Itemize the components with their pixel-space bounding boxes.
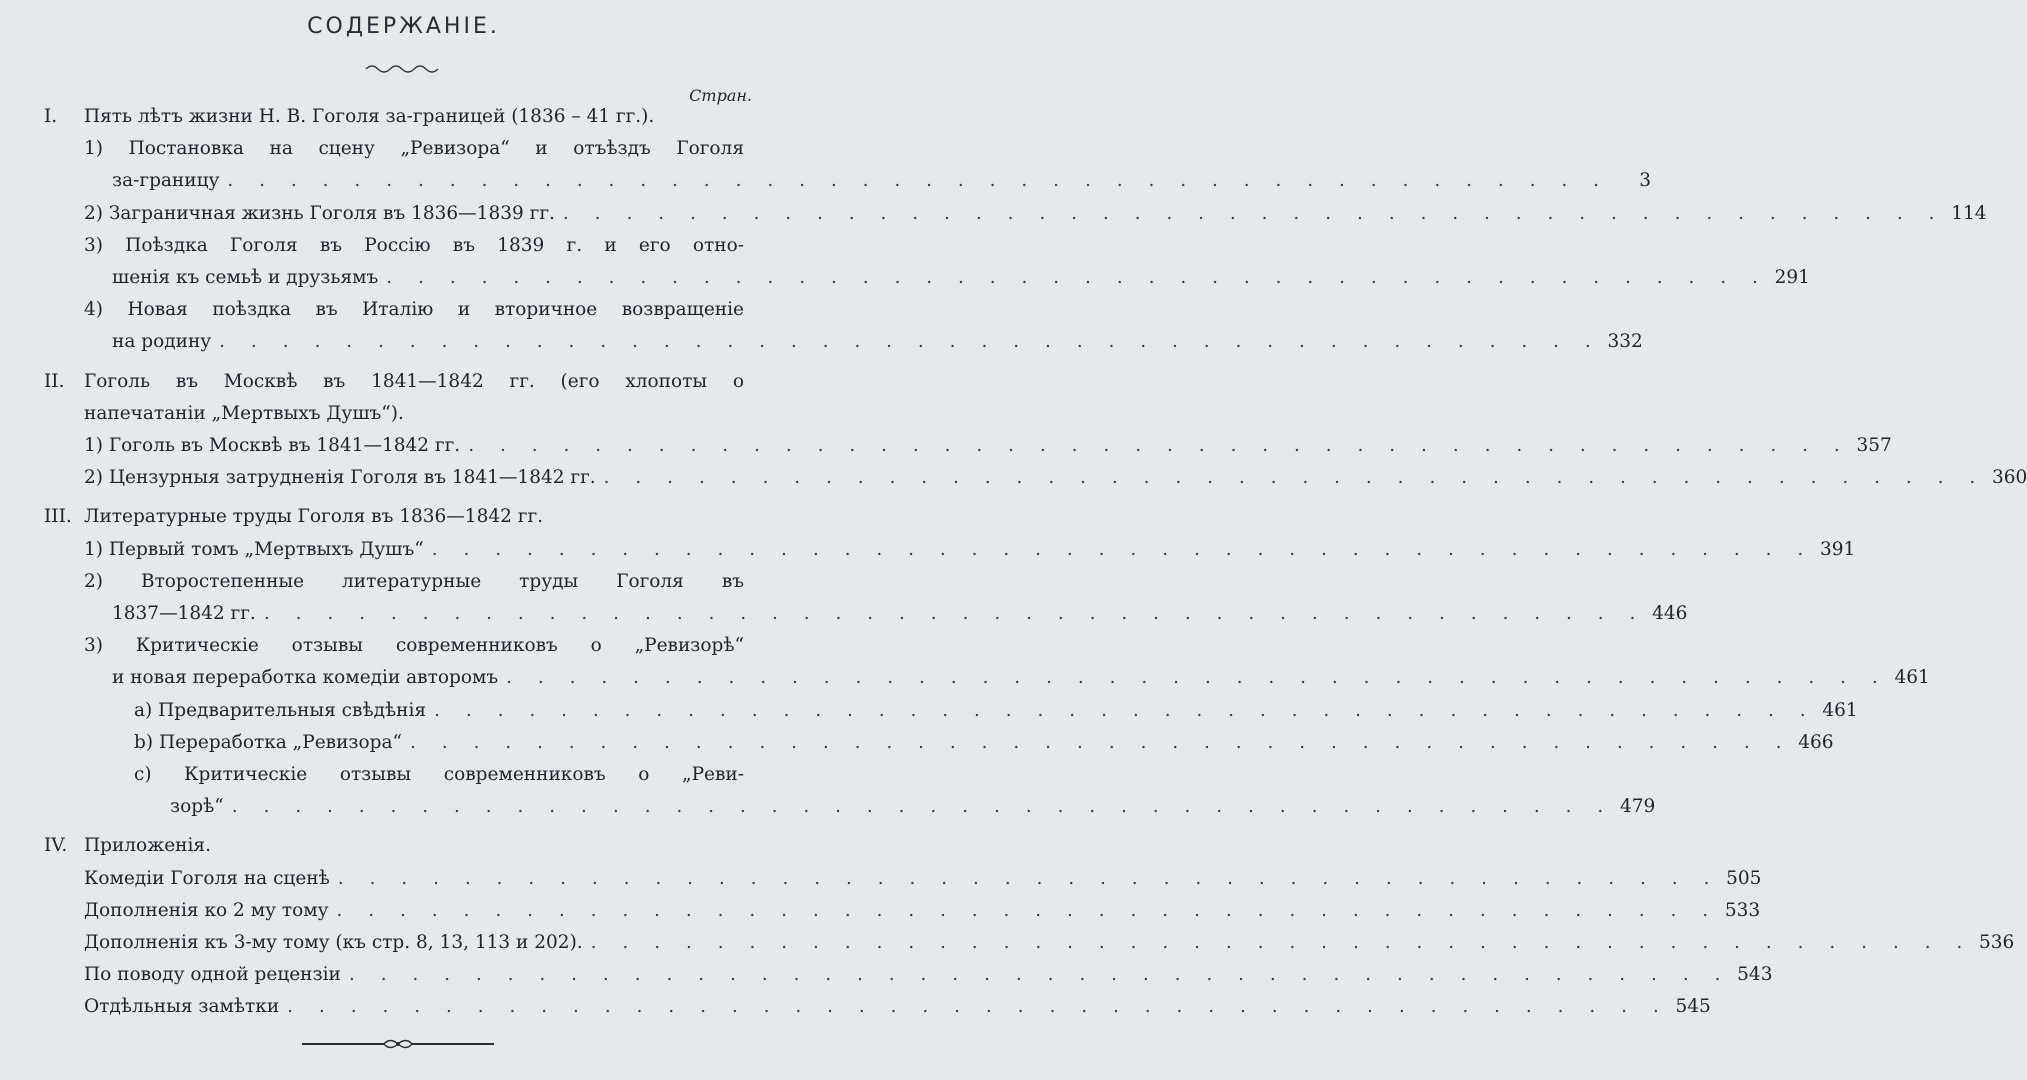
- entry-text: 2) Второстепенные литературные труды Гоголя въ: [84, 570, 744, 592]
- toc-entry: [84, 430, 1892, 462]
- toc-entry: [84, 895, 1761, 927]
- page-number: 461: [1822, 699, 1858, 721]
- toc-entry: [84, 294, 744, 326]
- toc-entry: [84, 863, 1762, 895]
- entry-text: По поводу одной рецензіи: [84, 964, 341, 986]
- page-number: 479: [1620, 796, 1656, 818]
- entry-text: Приложенія.: [84, 835, 211, 857]
- entry-text: шенія къ семьѣ и друзьямъ: [112, 267, 379, 288]
- section-heading: [44, 830, 744, 862]
- toc-entry: [84, 230, 744, 262]
- section-numeral: I.: [44, 106, 58, 127]
- section-heading: [44, 101, 744, 133]
- entry-text: Литературные труды Гоголя въ 1836—1842 гг.: [84, 506, 544, 528]
- page-number: 360: [1991, 467, 2027, 489]
- entry-text: Дополненія ко 2 му тому: [84, 899, 329, 921]
- leader-dots: . . . . . . . . . . . . . . . . . . . . . . . . . . . . . . . . . . . . . . . . . . . .: [219, 331, 1601, 353]
- entry-text: и новая переработка комедіи авторомъ: [112, 667, 499, 689]
- entry-text: 3) Поѣздка Гоголя въ Россію въ 1839 г. и его отно-: [84, 234, 744, 256]
- page-number: 114: [1951, 202, 1987, 224]
- entry-text: Комедіи Гоголя на сценѣ: [84, 867, 330, 889]
- entry-text: напечатаніи „Мертвыхъ Душъ“).: [84, 402, 404, 424]
- toc-entry: [112, 165, 1652, 197]
- entry-text: 3) Критическіе отзывы современниковъ о „Ревизорѣ“: [84, 635, 744, 657]
- page-number: 461: [1894, 667, 1930, 689]
- entry-text: Дополненія къ 3-му тому (къ стр. 8, 13, 113 и 202).: [84, 932, 583, 953]
- toc-entry: [112, 262, 1810, 294]
- page-number: 543: [1737, 964, 1773, 986]
- entry-text: 2) Цензурныя затрудненія Гоголя въ 1841—1842 гг.: [84, 467, 596, 489]
- toc-entry: [84, 566, 744, 598]
- page-number: 3: [1639, 170, 1652, 192]
- toc-entry: [84, 462, 2027, 494]
- toc-entry: [84, 991, 1711, 1023]
- section-numeral: IV.: [44, 835, 68, 857]
- leader-dots: . . . . . . . . . . . . . . . . . . . . . . . . . . . . . . . . . . . . . . . . . . . .: [409, 731, 1792, 753]
- toc-entry: [84, 927, 2015, 959]
- toc-entry: [112, 326, 1643, 358]
- leader-dots: . . . . . . . . . . . . . . . . . . . . . . . . . . . . . . . . . . . . . . . . . . . .: [263, 603, 1646, 624]
- toc-subentry: [134, 727, 1834, 759]
- leader-dots: . . . . . . . . . . . . . . . . . . . . . . . . . . . . . . . . . . . . . . . . . . . .: [337, 867, 1720, 889]
- divider-ornament-icon: [298, 1036, 498, 1052]
- leader-dots: . . . . . . . . . . . . . . . . . . . . . . . . . . . . . . . . . . . . . . . . . . . .: [227, 170, 1610, 192]
- toc-subentry: [170, 791, 1656, 823]
- entry-text: Отдѣльныя замѣтки: [84, 996, 280, 1018]
- toc-entry: [112, 598, 1688, 630]
- entry-text: 1) Постановка на сцену „Ревизора“ и отъѣздъ Гоголя: [84, 138, 744, 160]
- toc-entry: [84, 630, 744, 662]
- page-title: СОДЕРЖАНІЕ.: [307, 14, 500, 39]
- toc-entry: [112, 662, 1930, 694]
- section-heading: [84, 398, 744, 430]
- entry-text: а) Предварительныя свѣдѣнія: [134, 699, 427, 721]
- entry-text: 1837—1842 гг.: [112, 603, 256, 624]
- entry-text: 4) Новая поѣздка въ Италію и вторичное возвращеніе: [84, 299, 744, 321]
- entry-text: 1) Первый томъ „Мертвыхъ Душъ“: [84, 538, 424, 560]
- section-heading: [44, 501, 744, 533]
- entry-text: зорѣ“: [170, 796, 224, 818]
- toc-entry: [84, 198, 1987, 230]
- leader-dots: . . . . . . . . . . . . . . . . . . . . . . . . . . . . . . . . . . . . . . . . . . . .: [386, 267, 1768, 288]
- section-heading: [44, 366, 744, 398]
- leader-dots: . . . . . . . . . . . . . . . . . . . . . . . . . . . . . . . . . . . . . . . . . . . .: [562, 202, 1945, 224]
- toc-subentry: [134, 695, 1858, 727]
- page-number: 332: [1607, 331, 1643, 353]
- page-number: 533: [1724, 899, 1761, 921]
- entry-text: c) Критическіе отзывы современниковъ о „Реви-: [134, 764, 744, 785]
- toc-entry: [84, 959, 1773, 991]
- leader-dots: . . . . . . . . . . . . . . . . . . . . . . . . . . . . . . . . . . . . . . . . . . . .: [506, 667, 1888, 689]
- leader-dots: . . . . . . . . . . . . . . . . . . . . . . . . . . . . . . . . . . . . . . . . . . . .: [287, 996, 1669, 1018]
- leader-dots: . . . . . . . . . . . . . . . . . . . . . . . . . . . . . . . . . . . . . . . . . . . .: [590, 932, 1973, 953]
- section-numeral: II.: [44, 370, 65, 392]
- entry-text: за-границу: [112, 170, 220, 192]
- leader-dots: . . . . . . . . . . . . . . . . . . . . . . . . . . . . . . . . . . . . . . . . . . . .: [434, 699, 1816, 721]
- page-number: 545: [1675, 996, 1711, 1018]
- page-number: 357: [1856, 435, 1892, 456]
- page-number: 536: [1978, 932, 2015, 953]
- toc-entry: [84, 534, 1856, 566]
- entry-text: на родину: [112, 331, 212, 353]
- leader-dots: . . . . . . . . . . . . . . . . . . . . . . . . . . . . . . . . . . . . . . . . . . . .: [603, 467, 1986, 489]
- entry-text: Пять лѣтъ жизни Н. В. Гоголя за-границей (1836 – 41 гг.).: [84, 106, 655, 127]
- entry-text: Гоголь въ Москвѣ въ 1841—1842 гг. (его хлопоты о: [84, 370, 744, 392]
- page-number: 505: [1726, 867, 1762, 889]
- section-numeral: III.: [44, 506, 72, 528]
- toc-subentry: [134, 759, 744, 791]
- page-number: 391: [1820, 538, 1856, 560]
- leader-dots: . . . . . . . . . . . . . . . . . . . . . . . . . . . . . . . . . . . . . . . . . . . .: [431, 538, 1814, 560]
- leader-dots: . . . . . . . . . . . . . . . . . . . . . . . . . . . . . . . . . . . . . . . . . . . .: [348, 964, 1731, 986]
- leader-dots: . . . . . . . . . . . . . . . . . . . . . . . . . . . . . . . . . . . . . . . . . . . .: [336, 899, 1719, 921]
- toc-entry: [84, 133, 744, 165]
- page-number: 466: [1798, 731, 1834, 753]
- leader-dots: . . . . . . . . . . . . . . . . . . . . . . . . . . . . . . . . . . . . . . . . . . . .: [468, 435, 1850, 456]
- wave-ornament-icon: [364, 62, 444, 76]
- entry-text: 1) Гоголь въ Москвѣ въ 1841—1842 гг.: [84, 435, 461, 456]
- entry-text: b) Переработка „Ревизора“: [134, 731, 402, 753]
- page-number: 446: [1652, 603, 1688, 624]
- page-number: 291: [1774, 267, 1810, 288]
- leader-dots: . . . . . . . . . . . . . . . . . . . . . . . . . . . . . . . . . . . . . . . . . . . .: [231, 796, 1614, 818]
- page-column-label: Стран.: [689, 86, 752, 105]
- entry-text: 2) Заграничная жизнь Гоголя въ 1836—1839 гг.: [84, 202, 555, 224]
